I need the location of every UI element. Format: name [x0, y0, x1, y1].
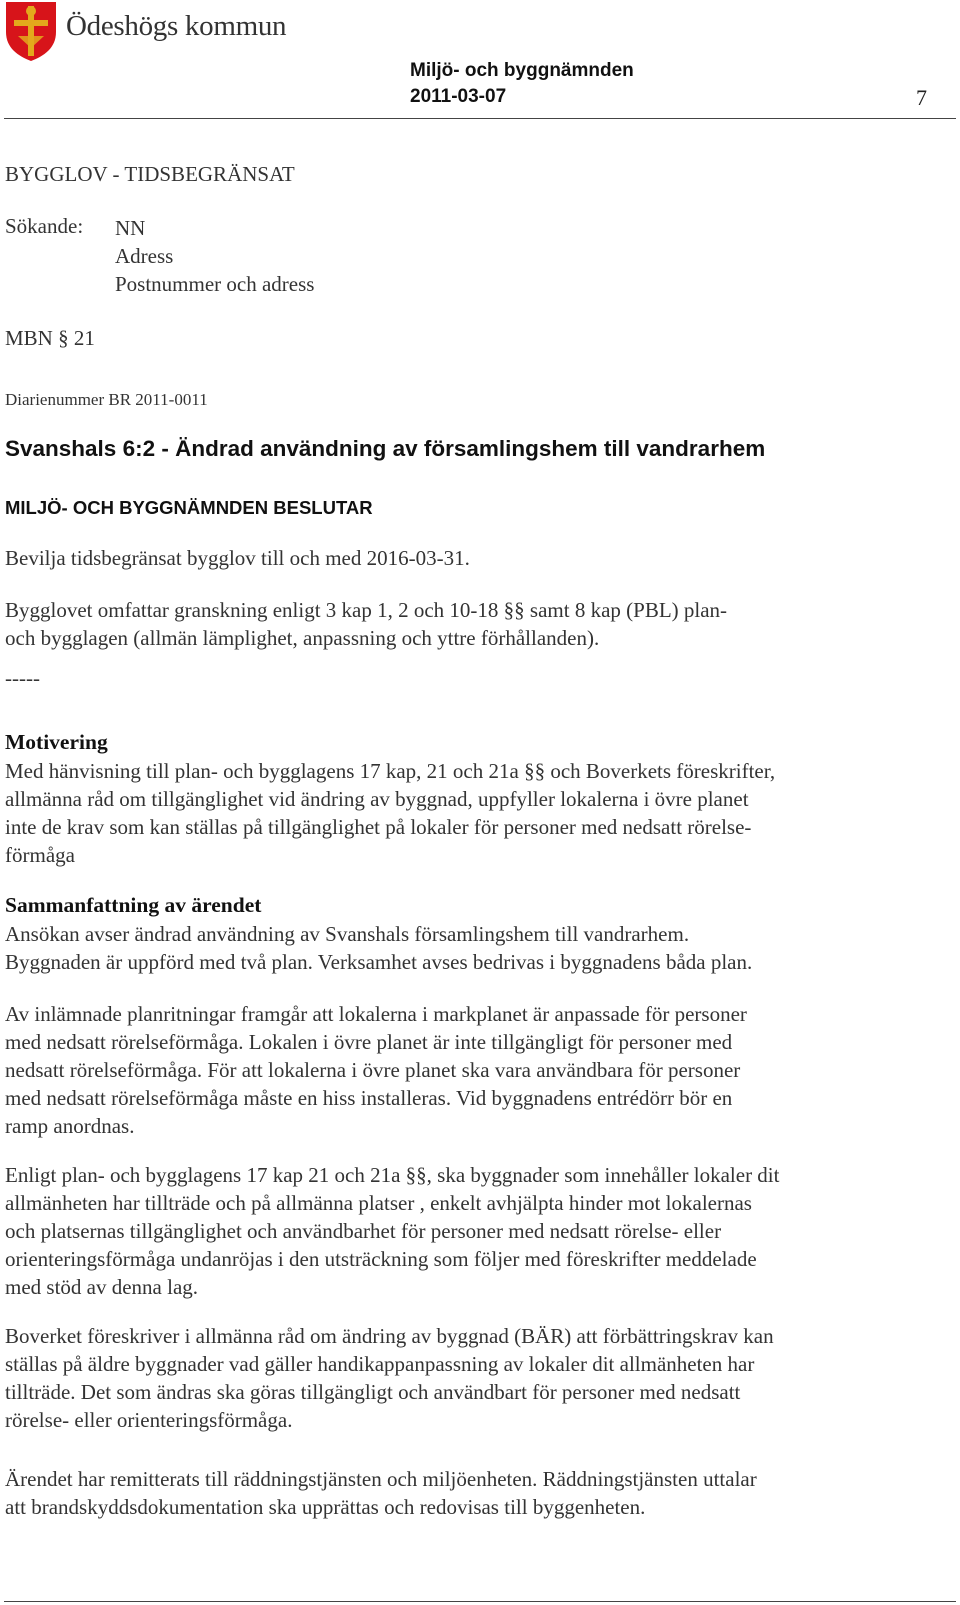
- summary-heading: Sammanfattning av ärendet: [5, 893, 262, 917]
- applicant-label: Sökande:: [5, 214, 84, 238]
- motivation-line: allmänna råd om tillgänglighet vid ändring av byggnad, uppfyller lokalerna i övre planet: [5, 787, 749, 811]
- header-date: 2011-03-07: [410, 86, 507, 107]
- plans-line: Av inlämnade planritningar framgår att lokalerna i markplanet är anpassade för personer: [5, 1002, 747, 1026]
- diary-number: Diarienummer BR 2011-0011: [5, 390, 208, 409]
- boverket-line: Boverket föreskriver i allmänna råd om ändring av byggnad (BÄR) att förbättringskrav kan: [5, 1324, 774, 1348]
- organization-name: Ödeshögs kommun: [66, 10, 287, 42]
- referral-paragraph: [5, 1465, 945, 1521]
- municipality-logo: [4, 0, 304, 64]
- decision-heading: MILJÖ- OCH BYGGNÄMNDEN BESLUTAR: [5, 497, 373, 518]
- referral-line: Ärendet har remitterats till räddningstjänsten och miljöenheten. Räddningstjänsten uttalar: [5, 1467, 757, 1491]
- boverket-line: tillträde. Det som ändras ska göras tillgängligt och användbart för personer med nedsatt: [5, 1380, 741, 1404]
- paragraph-reference: MBN § 21: [5, 326, 95, 350]
- plans-line: med nedsatt rörelseförmåga. Lokalen i övre planet är inte tillgängligt för personer med: [5, 1030, 733, 1054]
- summary-paragraph: [5, 920, 945, 976]
- separator: -----: [5, 666, 40, 690]
- plans-line: med nedsatt rörelseförmåga måste en hiss installeras. Vid byggnadens entrédörr bör en: [5, 1086, 733, 1110]
- summary-line: Byggnaden är uppförd med två plan. Verksamhet avses bedrivas i byggnadens båda plan.: [5, 950, 753, 974]
- applicant-address: Adress: [115, 244, 174, 268]
- page-number: 7: [916, 85, 927, 110]
- boverket-line: ställas på äldre byggnader vad gäller handikappanpassning av lokaler dit allmänheten har: [5, 1352, 755, 1376]
- applicant-name: NN: [115, 216, 146, 240]
- scope-line: och bygglagen (allmän lämplighet, anpassning och yttre förhållanden).: [5, 626, 600, 650]
- case-type-heading: BYGGLOV - TIDSBEGRÄNSAT: [5, 162, 295, 186]
- motivation-paragraph: [5, 757, 945, 869]
- municipal-crest-icon: [4, 0, 60, 62]
- summary-line: Ansökan avser ändrad användning av Svanshals församlingshem till vandrarhem.: [5, 922, 690, 946]
- boverket-paragraph: [5, 1322, 945, 1434]
- law-line: orienteringsförmåga undanröjas i den utsträckning som följer med föreskrifter meddelade: [5, 1247, 757, 1271]
- header-department: Miljö- och byggnämnden: [410, 60, 634, 81]
- motivation-line: inte de krav som kan ställas på tillgänglighet på lokaler för personer med nedsatt rörelse-: [5, 815, 752, 839]
- scope-line: Bygglovet omfattar granskning enligt 3 kap 1, 2 och 10-18 §§ samt 8 kap (PBL) plan-: [5, 598, 728, 622]
- referral-line: att brandskyddsdokumentation ska upprättas och redovisas till byggenheten.: [5, 1495, 646, 1519]
- motivation-heading: Motivering: [5, 730, 108, 754]
- case-title: Svanshals 6:2 - Ändrad användning av församlingshem till vandrarhem: [5, 436, 766, 461]
- applicant-postal: Postnummer och adress: [115, 272, 315, 296]
- law-line: och platsernas tillgänglighet och användbarhet för personer med nedsatt rörelse- eller: [5, 1219, 722, 1243]
- law-line: allmänheten har tillträde och på allmänna platser , enkelt avhjälpta hinder mot lokalernas: [5, 1191, 752, 1215]
- motivation-line: förmåga: [5, 843, 75, 867]
- boverket-line: rörelse- eller orienteringsförmåga.: [5, 1408, 293, 1432]
- plans-paragraph: [5, 1000, 945, 1140]
- law-paragraph: [5, 1161, 945, 1301]
- plans-line: ramp anordnas.: [5, 1114, 135, 1138]
- plans-line: nedsatt rörelseförmåga. För att lokalerna i övre planet ska vara användbara för personer: [5, 1058, 741, 1082]
- scope-paragraph: [5, 596, 945, 652]
- header-divider: [4, 118, 956, 119]
- law-line: med stöd av denna lag.: [5, 1275, 199, 1299]
- footer-divider: [4, 1601, 956, 1602]
- motivation-line: Med hänvisning till plan- och bygglagens 17 kap, 21 och 21a §§ och Boverkets föreskrifter,: [5, 759, 776, 783]
- law-line: Enligt plan- och bygglagens 17 kap 21 och 21a §§, ska byggnader som innehåller lokaler dit: [5, 1163, 780, 1187]
- decision-text: Bevilja tidsbegränsat bygglov till och med 2016-03-31.: [5, 546, 470, 570]
